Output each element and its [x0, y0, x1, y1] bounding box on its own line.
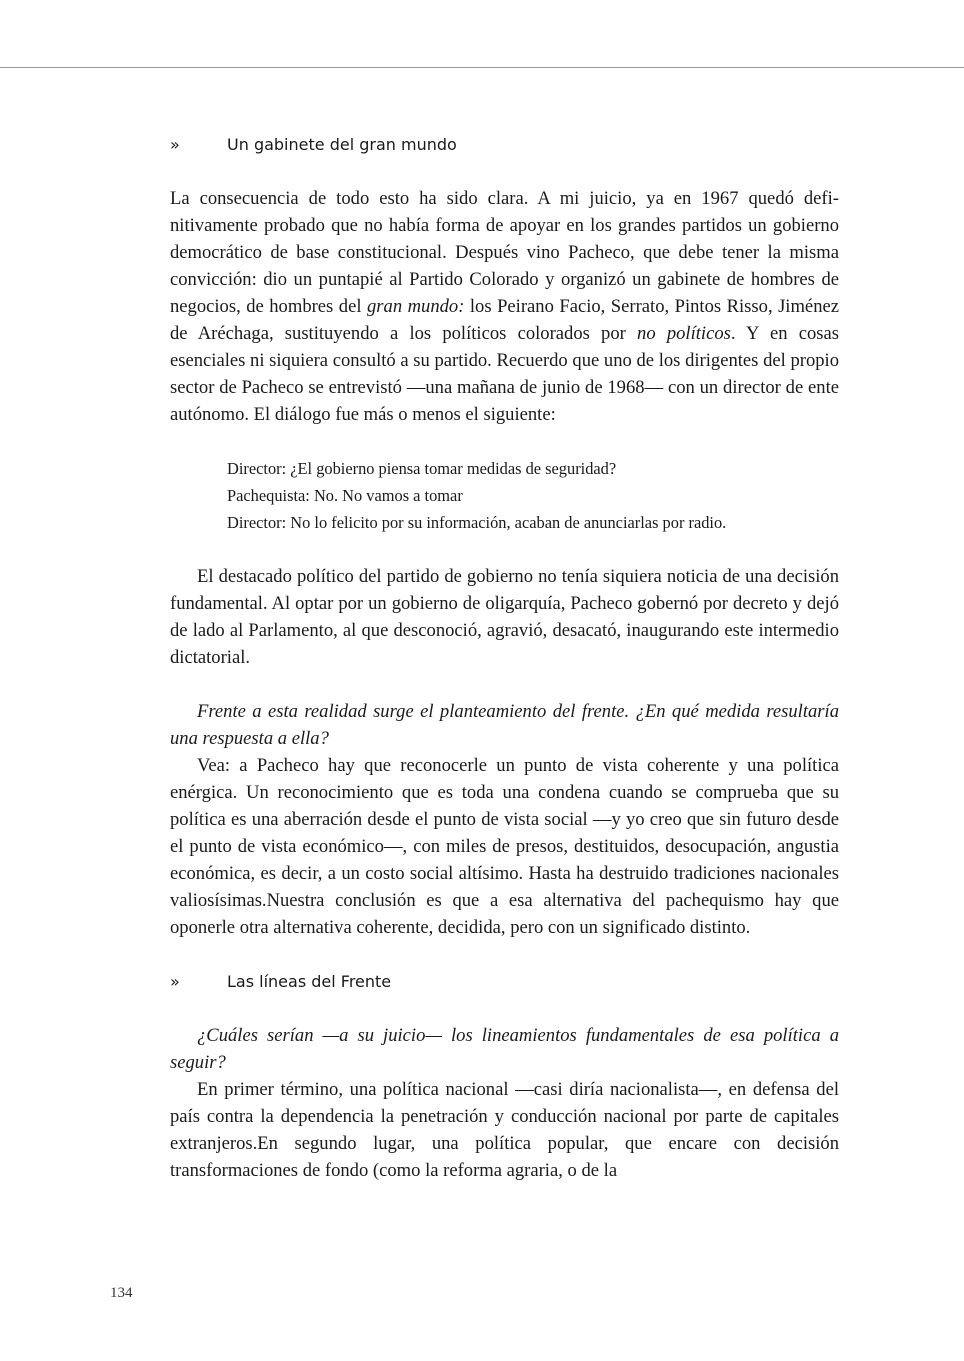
- italic-run: gran mundo:: [366, 296, 465, 317]
- italic-run: ¿Cuáles serían —a su juicio— los lineamientos fundamentales de esa política a seguir?: [170, 1025, 839, 1073]
- spacer: [170, 941, 839, 968]
- italic-run: no políticos: [637, 323, 731, 344]
- section-heading: [170, 131, 839, 158]
- spacer: [170, 536, 839, 563]
- text-run: . Y en cosas esenciales ni siquiera consultó a su partido. Recuerdo que uno de los dirigentes del propio sector de Pacheco se entrevistó —una mañana de junio de 1968— con un director de ente autónomo. El diálogo fue más o menos el siguiente:: [170, 323, 840, 425]
- body-paragraph: Vea: a Pacheco hay que reconocerle un punto de vista coherente y una política enérgica. Un reconocimiento que es toda una condena cuando se comprueba que su política es una aberración desde el punto de vista social —y yo creo que sin futuro desde el punto de vista económico—, con miles de presos, destituidos, desocupación, angustia económica, es decir, a un costo social altísimo. Hasta ha destruido tradiciones nacionales valiosísimas.Nuestra conclusión es que a esa alternativa del pachequismo hay que oponerle otra alternativa coherente, decidida, pero con un significado distinto.: [170, 755, 839, 938]
- body-paragraph: El destacado político del partido de gobierno no tenía siquiera noticia de una decisión fundamental. Al optar por un gobierno de oligarquía, Pacheco gobernó por decreto y dejó de lado al Parlamento, al que desconoció, agravió, desacató, inaugurando este intermedio dictatorial.: [170, 566, 839, 668]
- section-marker: »: [170, 135, 180, 154]
- dialogue-line: Pachequista: No. No vamos a tomar: [227, 486, 463, 505]
- dialogue-line: Director: No lo felicito por su información, acaban de anunciarlas por radio.: [227, 513, 727, 532]
- dialogue-block: [227, 455, 839, 536]
- spacer: [170, 428, 839, 455]
- spacer: [170, 671, 839, 698]
- section-heading: [170, 968, 839, 995]
- text-run: los Peirano Facio, Serrato, Pintos Risso, Jiménez de Aréchaga, sustituyendo a los políticos colorados por: [170, 296, 839, 344]
- section-title: Las líneas del Frente: [227, 972, 392, 991]
- page-body: [170, 131, 839, 1184]
- spacer: [170, 158, 839, 185]
- body-paragraph: [170, 185, 839, 428]
- section-title: Un gabinete del gran mundo: [227, 135, 457, 154]
- body-paragraph: En primer término, una política nacional —casi diría nacionalista—, en defensa del país contra la dependencia la penetración y conducción nacional por parte de capitales extranjeros.En segundo lugar, una política popular, que encare con decisión transformaciones de fondo (como la reforma agraria, o de la: [170, 1079, 839, 1181]
- page-number: 134: [110, 1285, 133, 1301]
- section-marker: »: [170, 972, 180, 991]
- interview-question: [170, 698, 839, 752]
- interview-question: [170, 1022, 839, 1076]
- spacer: [170, 995, 839, 1022]
- dialogue-line: Director: ¿El gobierno piensa tomar medidas de seguridad?: [227, 459, 617, 478]
- text-run: La consecuencia de todo esto ha sido clara. A mi juicio, ya en 1967 quedó definitivamente probado que no había forma de apoyar en los grandes partidos un gobierno democrático de base constitucional. Después vino Pacheco, que debe tener la misma convicción: dio un puntapié al Partido Colorado y organizó un gabinete de hombres de negocios, de hombres del: [170, 188, 839, 317]
- italic-run: Frente a esta realidad surge el planteamiento del frente. ¿En qué medida resultaría una respuesta a ella?: [170, 701, 839, 749]
- header-rule: [0, 67, 964, 68]
